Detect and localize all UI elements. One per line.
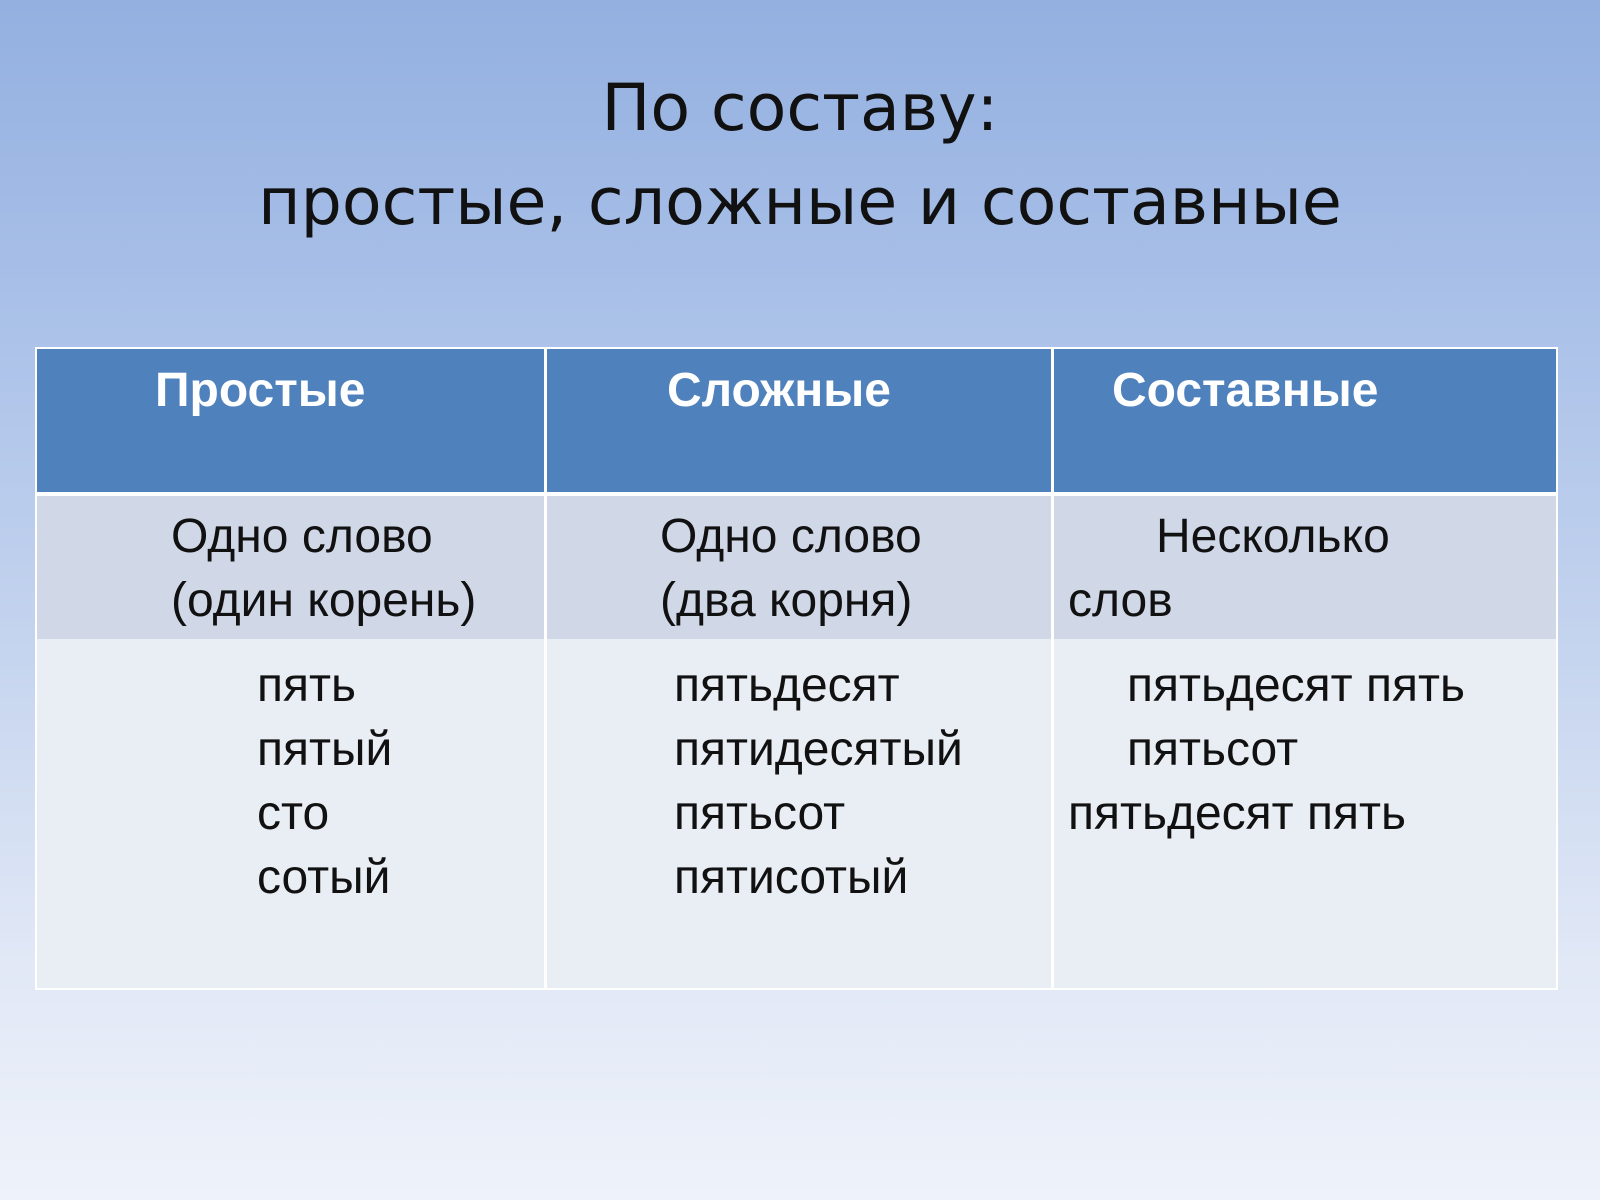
header-cell-compound <box>1051 349 1556 492</box>
examples-list-complex <box>674 654 963 910</box>
definition-simple-line-2: (один корень) <box>171 574 477 627</box>
definition-cell-complex <box>544 496 1051 639</box>
example-word: пятисотый <box>674 851 909 904</box>
definition-compound-line-1: Несколько <box>1156 510 1390 563</box>
header-compound: Составные <box>1112 364 1379 417</box>
example-word: пятьсот <box>1127 723 1299 776</box>
example-word: пятый <box>257 723 393 776</box>
header-cell-simple <box>37 349 544 492</box>
examples-list-compound <box>1068 654 1465 846</box>
example-word: сотый <box>257 851 391 904</box>
examples-cell-simple <box>37 639 544 988</box>
examples-cell-complex <box>544 639 1051 988</box>
example-word: пятьдесят <box>674 659 900 712</box>
definition-complex-line-2: (два корня) <box>660 574 913 627</box>
definition-cell-simple <box>37 496 544 639</box>
examples-list-simple <box>257 654 392 910</box>
table-row-definitions <box>37 496 1556 639</box>
numerals-table <box>35 347 1558 990</box>
header-simple: Простые <box>155 364 366 417</box>
table-row-examples <box>37 639 1556 988</box>
definition-complex-line-1: Одно слово <box>660 510 922 563</box>
examples-cell-compound <box>1051 639 1556 988</box>
example-word: пятьсот <box>674 787 846 840</box>
example-word: пятидесятый <box>674 723 963 776</box>
example-word: пять <box>257 659 356 712</box>
example-word: пятьдесят пять <box>1068 787 1406 840</box>
definition-simple-line-1: Одно слово <box>171 510 433 563</box>
example-word: сто <box>257 787 330 840</box>
slide-title-line-1: По составу: <box>601 71 999 146</box>
definition-cell-compound <box>1051 496 1556 639</box>
slide-title-line-2: простые, сложные и составные <box>258 165 1342 240</box>
definition-compound-line-2: слов <box>1068 574 1173 627</box>
header-cell-complex <box>544 349 1051 492</box>
table-header-row <box>37 349 1556 496</box>
header-complex: Сложные <box>667 364 891 417</box>
slide-title <box>0 62 1600 250</box>
example-word: пятьдесят пять <box>1127 659 1465 712</box>
